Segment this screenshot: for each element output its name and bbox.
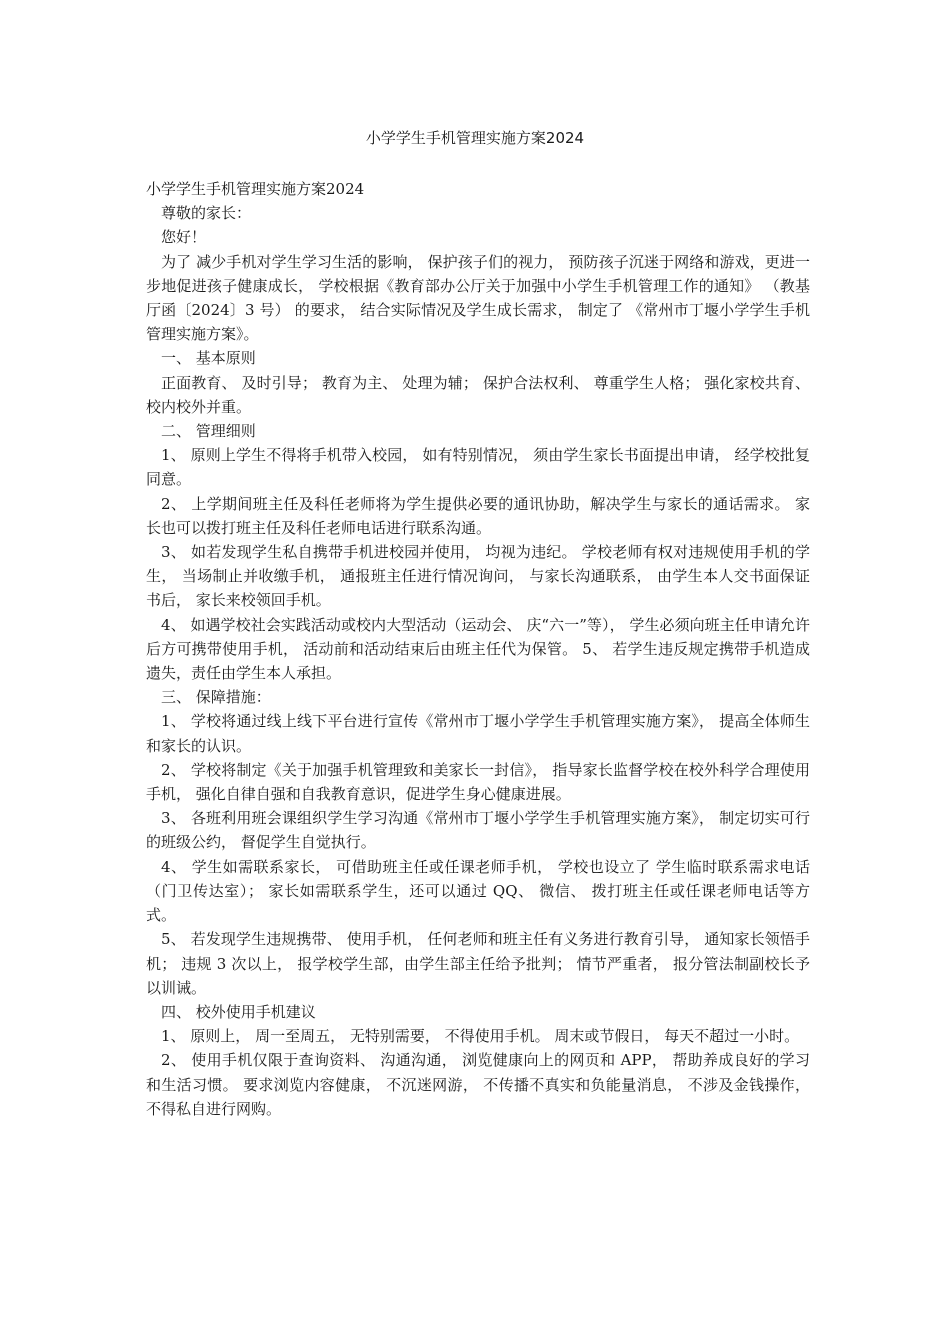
page-title: 小学学生手机管理实施方案2024 [365, 129, 585, 147]
measures-item: 5、 若发现学生违规携带、 使用手机， 任何老师和班主任有义务进行教育引导， 通知家长领悟手机； 违规 3 次以上， 报学校学生部，由学生部主任给予批判； 情节严重者， 报分管法制副校长予以训诫。 [146, 930, 810, 997]
rules-item: 2、 上学期间班主任及科任老师将为学生提供必要的通讯协助，解决学生与家长的通话需求。 家长也可以拨打班主任及科任老师电话进行联系沟通。 [146, 494, 810, 537]
measures-item: 3、 各班利用班会课组织学生学习沟通《常州市丁堰小学学生手机管理实施方案》， 制定切实可行的班级公约， 督促学生自觉执行。 [146, 809, 810, 852]
hello: 您好！ [161, 228, 207, 247]
rules-item: 1、 原则上学生不得将手机带入校园， 如有特别情况， 须由学生家长书面提出申请， 经学校批复同意。 [146, 446, 810, 489]
rules-item: 3、 如若发现学生私自携带手机进校园并使用， 均视为违纪。 学校老师有权对违规使用手机的学生， 当场制止并收缴手机， 通报班主任进行情况询问， 与家长沟通联系， 由学生本人交书面保证书后， 家长来校领回手机。 [146, 543, 810, 610]
suggestions-item: 2、 使用手机仅限于查询资料、 沟通沟通， 浏览健康向上的网页和 APP， 帮助养成良好的学习和生活习惯。 要求浏览内容健康， 不沉迷网游， 不传播不真实和负能量消息， 不涉及金钱操作， 不得私自进行网购。 [146, 1051, 810, 1118]
measures-item: 2、 学校将制定《关于加强手机管理致和美家长一封信》， 指导家长监督学校在校外科学合理使用手机， 强化自律自强和自我教育意识，促进学生身心健康进展。 [146, 760, 810, 804]
measures-item: 1、 学校将通过线上线下平台进行宣传《常州市丁堰小学学生手机管理实施方案》， 提高全体师生和家长的认识。 [146, 712, 810, 755]
principles-paragraph: 正面教育、 及时引导； 教育为主、 处理为辅； 保护合法权利、 尊重学生人格； 强化家校共育、 校内校外并重。 [146, 373, 810, 416]
rules-item: 4、 如遇学校社会实践活动或校内大型活动（运动会、 庆“六一”等）， 学生必须向班主任申请允许后方可携带使用手机， 活动前和活动结束后由班主任代为保管。 5、 若学生违反规定携带手机造成遗失，责任由学生本人承担。 [146, 615, 810, 683]
greeting: 尊敬的家长： [161, 204, 252, 223]
document-body [146, 177, 810, 1121]
measures-item: 4、 学生如需联系家长， 可借助班主任或任课老师手机， 学校也设立了 学生临时联系需求电话（门卫传达室）； 家长如需联系学生，还可以通过 QQ、 微信、 拨打班主任或任课老师电话等方式。 [146, 857, 810, 925]
section-heading-rules: 二、 管理细则 [161, 422, 256, 441]
section-heading-measures: 三、 保障措施： [161, 688, 271, 707]
section-heading-principles: 一、 基本原则 [161, 349, 256, 368]
suggestions-item: 1、 原则上， 周一至周五， 无特别需要， 不得使用手机。 周末或节假日， 每天不超过一小时。 [161, 1027, 800, 1046]
doc-heading: 小学学生手机管理实施方案2024 [146, 180, 365, 198]
section-heading-suggestions: 四、 校外使用手机建议 [161, 1002, 316, 1021]
intro-paragraph: 为了 减少手机对学生学习生活的影响， 保护孩子们的视力， 预防孩子沉迷于网络和游戏，更进一步地促进孩子健康成长， 学校根据《教育部办公厅关于加强中小学生手机管理工作的通知》 （教基厅函〔2024〕3 号） 的要求， 结合实际情况及学生成长需求， 制定了 《常州市丁堰小学学生手机管理实施方案》。 [146, 252, 810, 344]
